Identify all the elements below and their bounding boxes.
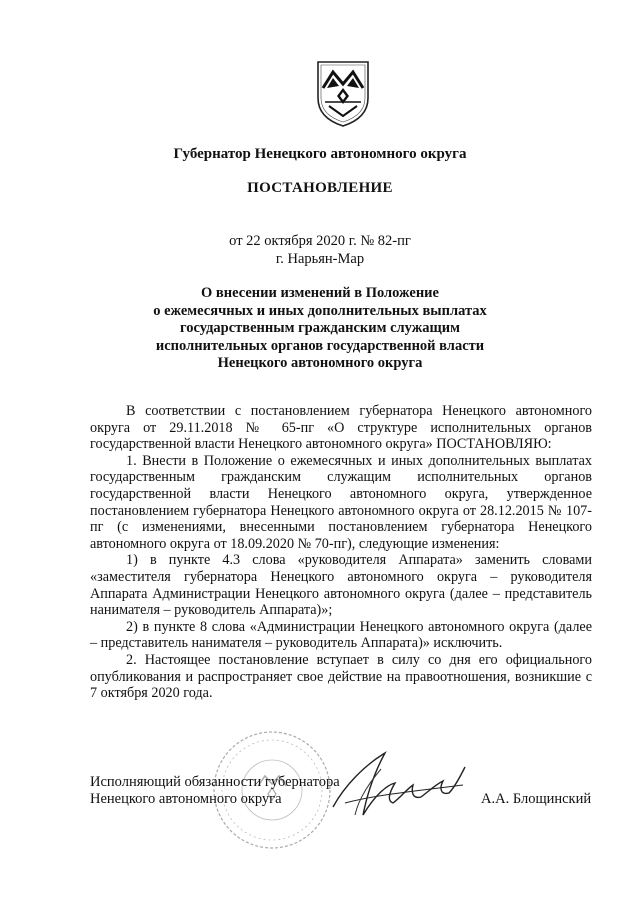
title-line: о ежемесячных и иных дополнительных выплатах	[153, 302, 487, 319]
coat-of-arms-icon	[313, 58, 373, 128]
signer-name: А.А. Блощинский	[481, 791, 592, 807]
handwritten-signature	[325, 745, 470, 835]
document-city: г. Нарьян-Мар	[275, 251, 365, 267]
document-type: ПОСТАНОВЛЕНИЕ	[247, 180, 393, 196]
title-line: государственным гражданским служащим	[180, 320, 460, 336]
signer-position	[90, 774, 340, 808]
body-paragraph-item-1: 1. Внести в Положение о ежемесячных и иных дополнительных выплатах государственным гражданским служащим исполнительных органов государственной власти Ненецкого автономного округа, утвержденное постановлением губернатора Ненецкого автономного округа от 28.12.2015 № 107-пг (с изменениями, внесенными постановлением губернатора Ненецкого автономного округа от 18.09.2020 № 70-пг), следующие изменения:	[90, 452, 592, 552]
document-body	[90, 403, 592, 702]
title-line: О внесении изменений в Положение	[201, 285, 439, 301]
issuing-authority: Губернатор Ненецкого автономного округа	[173, 146, 467, 162]
body-paragraph-item-2: 2. Настоящее постановление вступает в силу со дня его официального опубликования и распространяет свое действие на правоотношения, возникшие с 7 октября 2020 года.	[90, 651, 592, 702]
document-date-number: от 22 октября 2020 г. № 82-пг	[229, 233, 411, 249]
title-line: Ненецкого автономного округа	[217, 355, 423, 371]
body-paragraph-subitem-2: 2) в пункте 8 слова «Администрации Ненецкого автономного округа (далее – представитель нанимателя – руководитель Аппарата)» исключить.	[90, 618, 592, 652]
body-paragraph-preamble: В соответствии с постановлением губернатора Ненецкого автономного округа от 29.11.2018 № 65-пг «О структуре исполнительных органов государственной власти Ненецкого автономного округа» ПОСТАНОВЛЯЮ:	[90, 403, 592, 453]
body-paragraph-subitem-1: 1) в пункте 4.3 слова «руководителя Аппарата» заменить словами «заместителя губернатора Ненецкого автономного округа – руководителя Аппарата Администрации Ненецкого автономного округа (далее – представитель нанимателя – руководитель Аппарата)»;	[90, 552, 592, 619]
signer-position-line: Ненецкого автономного округа	[90, 791, 282, 807]
title-line: исполнительных органов государственной власти	[155, 337, 485, 354]
document-title	[0, 285, 640, 373]
signer-position-line: Исполняющий обязанности губернатора	[90, 774, 340, 790]
